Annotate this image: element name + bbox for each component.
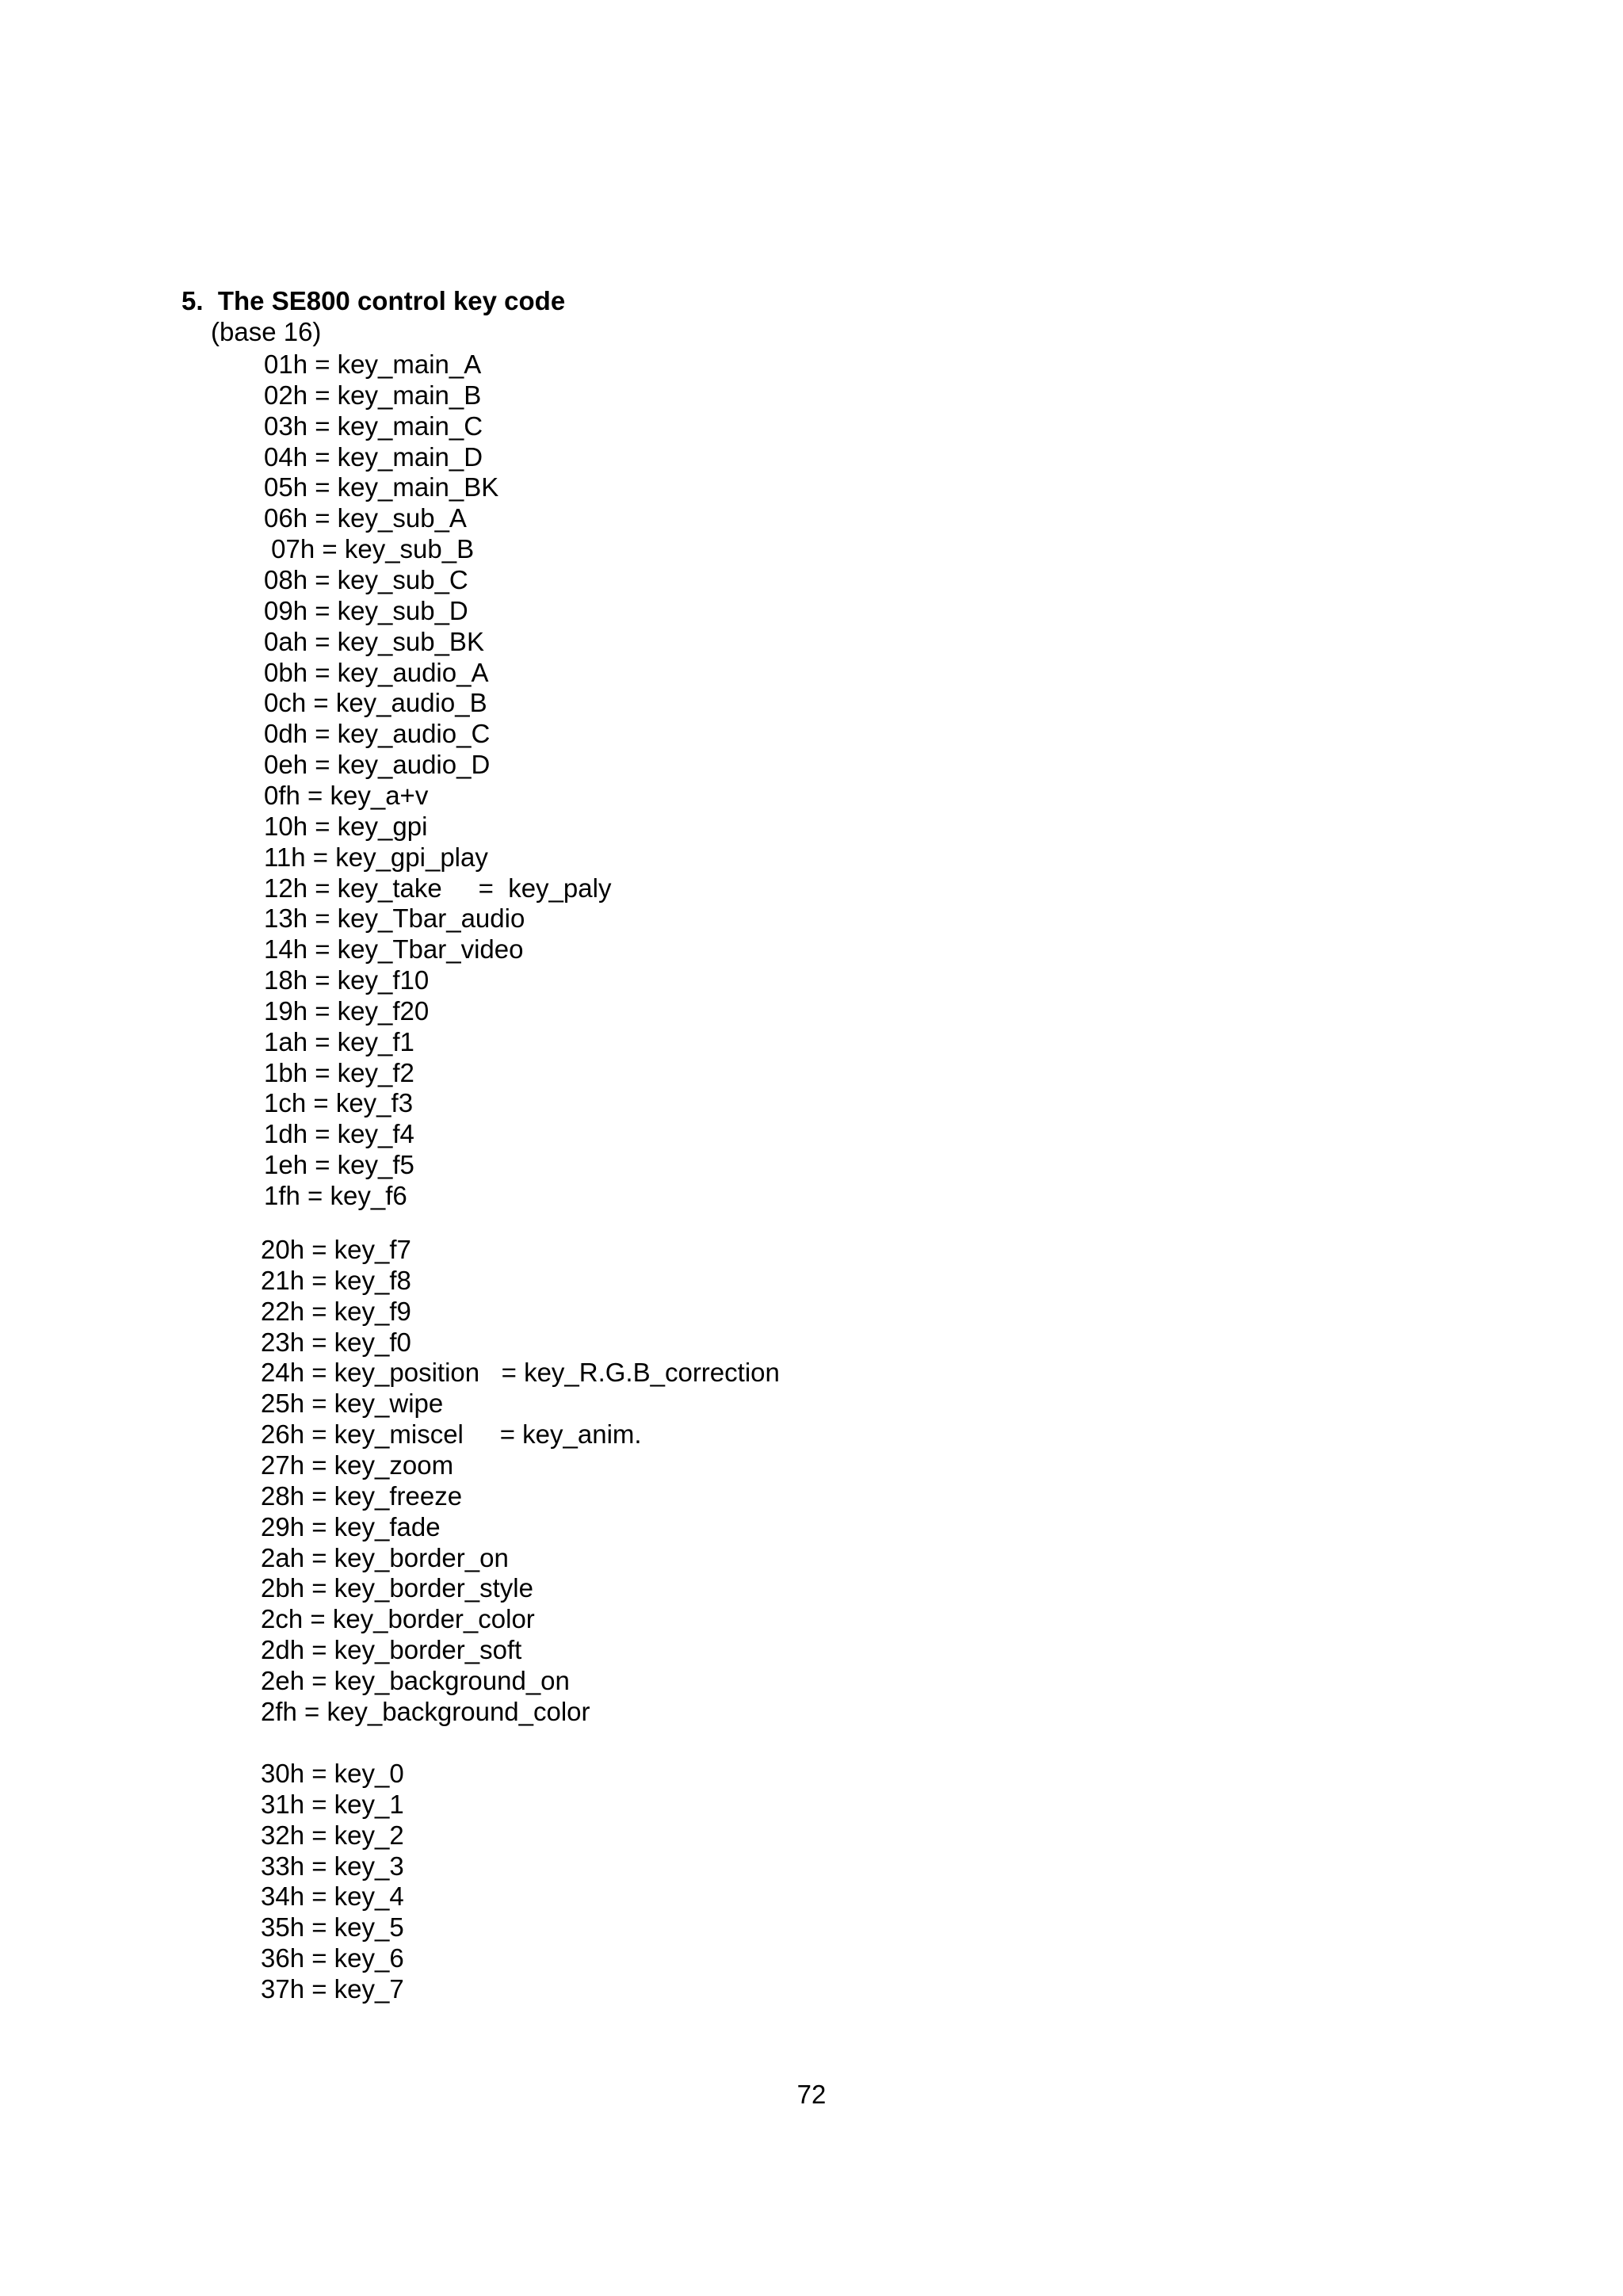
key-code-line: 0bh = key_audio_A [264, 657, 489, 687]
key-code-line: 23h = key_f0 [261, 1327, 411, 1357]
key-code-line: 0dh = key_audio_C [264, 719, 491, 749]
key-code-line: 05h = key_main_BK [264, 472, 499, 502]
key-code-line: 2ch = key_border_color [261, 1604, 535, 1634]
key-code-line: 18h = key_f10 [264, 965, 430, 995]
key-code-line: 1dh = key_f4 [264, 1119, 414, 1149]
key-code-line: 21h = key_f8 [261, 1265, 411, 1295]
key-code-line: 1fh = key_f6 [264, 1181, 407, 1210]
key-code-line: 25h = key_wipe [261, 1389, 444, 1419]
key-code-line: 06h = key_sub_A [264, 503, 467, 533]
key-code-line: 0ch = key_audio_B [264, 688, 487, 718]
key-code-line: 04h = key_main_D [264, 441, 483, 472]
key-code-line: 20h = key_f7 [261, 1235, 411, 1264]
key-code-line: 30h = key_0 [261, 1759, 404, 1788]
key-code-line: 07h = key_sub_B [264, 534, 475, 564]
key-code-line: 36h = key_6 [261, 1943, 404, 1973]
key-code-line: 1bh = key_f2 [264, 1057, 414, 1087]
key-code-line: 09h = key_sub_D [264, 595, 468, 625]
key-code-line: 2bh = key_border_style [261, 1573, 533, 1603]
key-code-line: 10h = key_gpi [264, 811, 428, 841]
key-code-line: 19h = key_f20 [264, 995, 430, 1026]
key-code-line: 29h = key_fade [261, 1511, 441, 1541]
key-code-line: 2eh = key_background_on [261, 1665, 570, 1695]
key-code-line: 12h = key_take = key_paly [264, 873, 612, 903]
key-code-line: 0ah = key_sub_BK [264, 626, 484, 656]
key-code-line: 1eh = key_f5 [264, 1150, 414, 1180]
key-code-line: 35h = key_5 [261, 1912, 404, 1943]
key-code-line: 31h = key_1 [261, 1789, 404, 1819]
key-code-line: 24h = key_position = key_R.G.B_correction [261, 1358, 780, 1388]
key-code-line: 01h = key_main_A [264, 350, 482, 379]
section-heading: 5. The SE800 control key code [181, 286, 566, 315]
key-code-line: 11h = key_gpi_play [264, 842, 488, 872]
key-code-line: 34h = key_4 [261, 1881, 404, 1912]
key-code-line: 02h = key_main_B [264, 380, 482, 410]
key-code-line: 2ah = key_border_on [261, 1542, 509, 1572]
key-code-line: 0fh = key_a+v [264, 780, 429, 810]
key-code-line: 22h = key_f9 [261, 1296, 411, 1326]
page-number: 72 [796, 2080, 827, 2109]
key-code-line: 32h = key_2 [261, 1820, 404, 1850]
key-code-line: 08h = key_sub_C [264, 565, 468, 594]
key-code-line: 0eh = key_audio_D [264, 750, 491, 779]
key-code-line: 1ah = key_f1 [264, 1026, 414, 1056]
key-code-line: 26h = key_miscel = key_anim. [261, 1419, 642, 1450]
key-code-line: 13h = key_Tbar_audio [264, 904, 525, 934]
key-code-line: 03h = key_main_C [264, 411, 483, 441]
key-code-line: 27h = key_zoom [261, 1450, 454, 1480]
key-code-line: 2dh = key_border_soft [261, 1635, 522, 1665]
key-code-line: 28h = key_freeze [261, 1480, 463, 1511]
key-code-line: 33h = key_3 [261, 1851, 404, 1881]
key-code-line: 37h = key_7 [261, 1973, 404, 2004]
key-code-line: 14h = key_Tbar_video [264, 934, 524, 965]
base-note: (base 16) [211, 317, 322, 346]
key-code-line: 1ch = key_f3 [264, 1088, 414, 1118]
key-code-line: 2fh = key_background_color [261, 1696, 590, 1726]
